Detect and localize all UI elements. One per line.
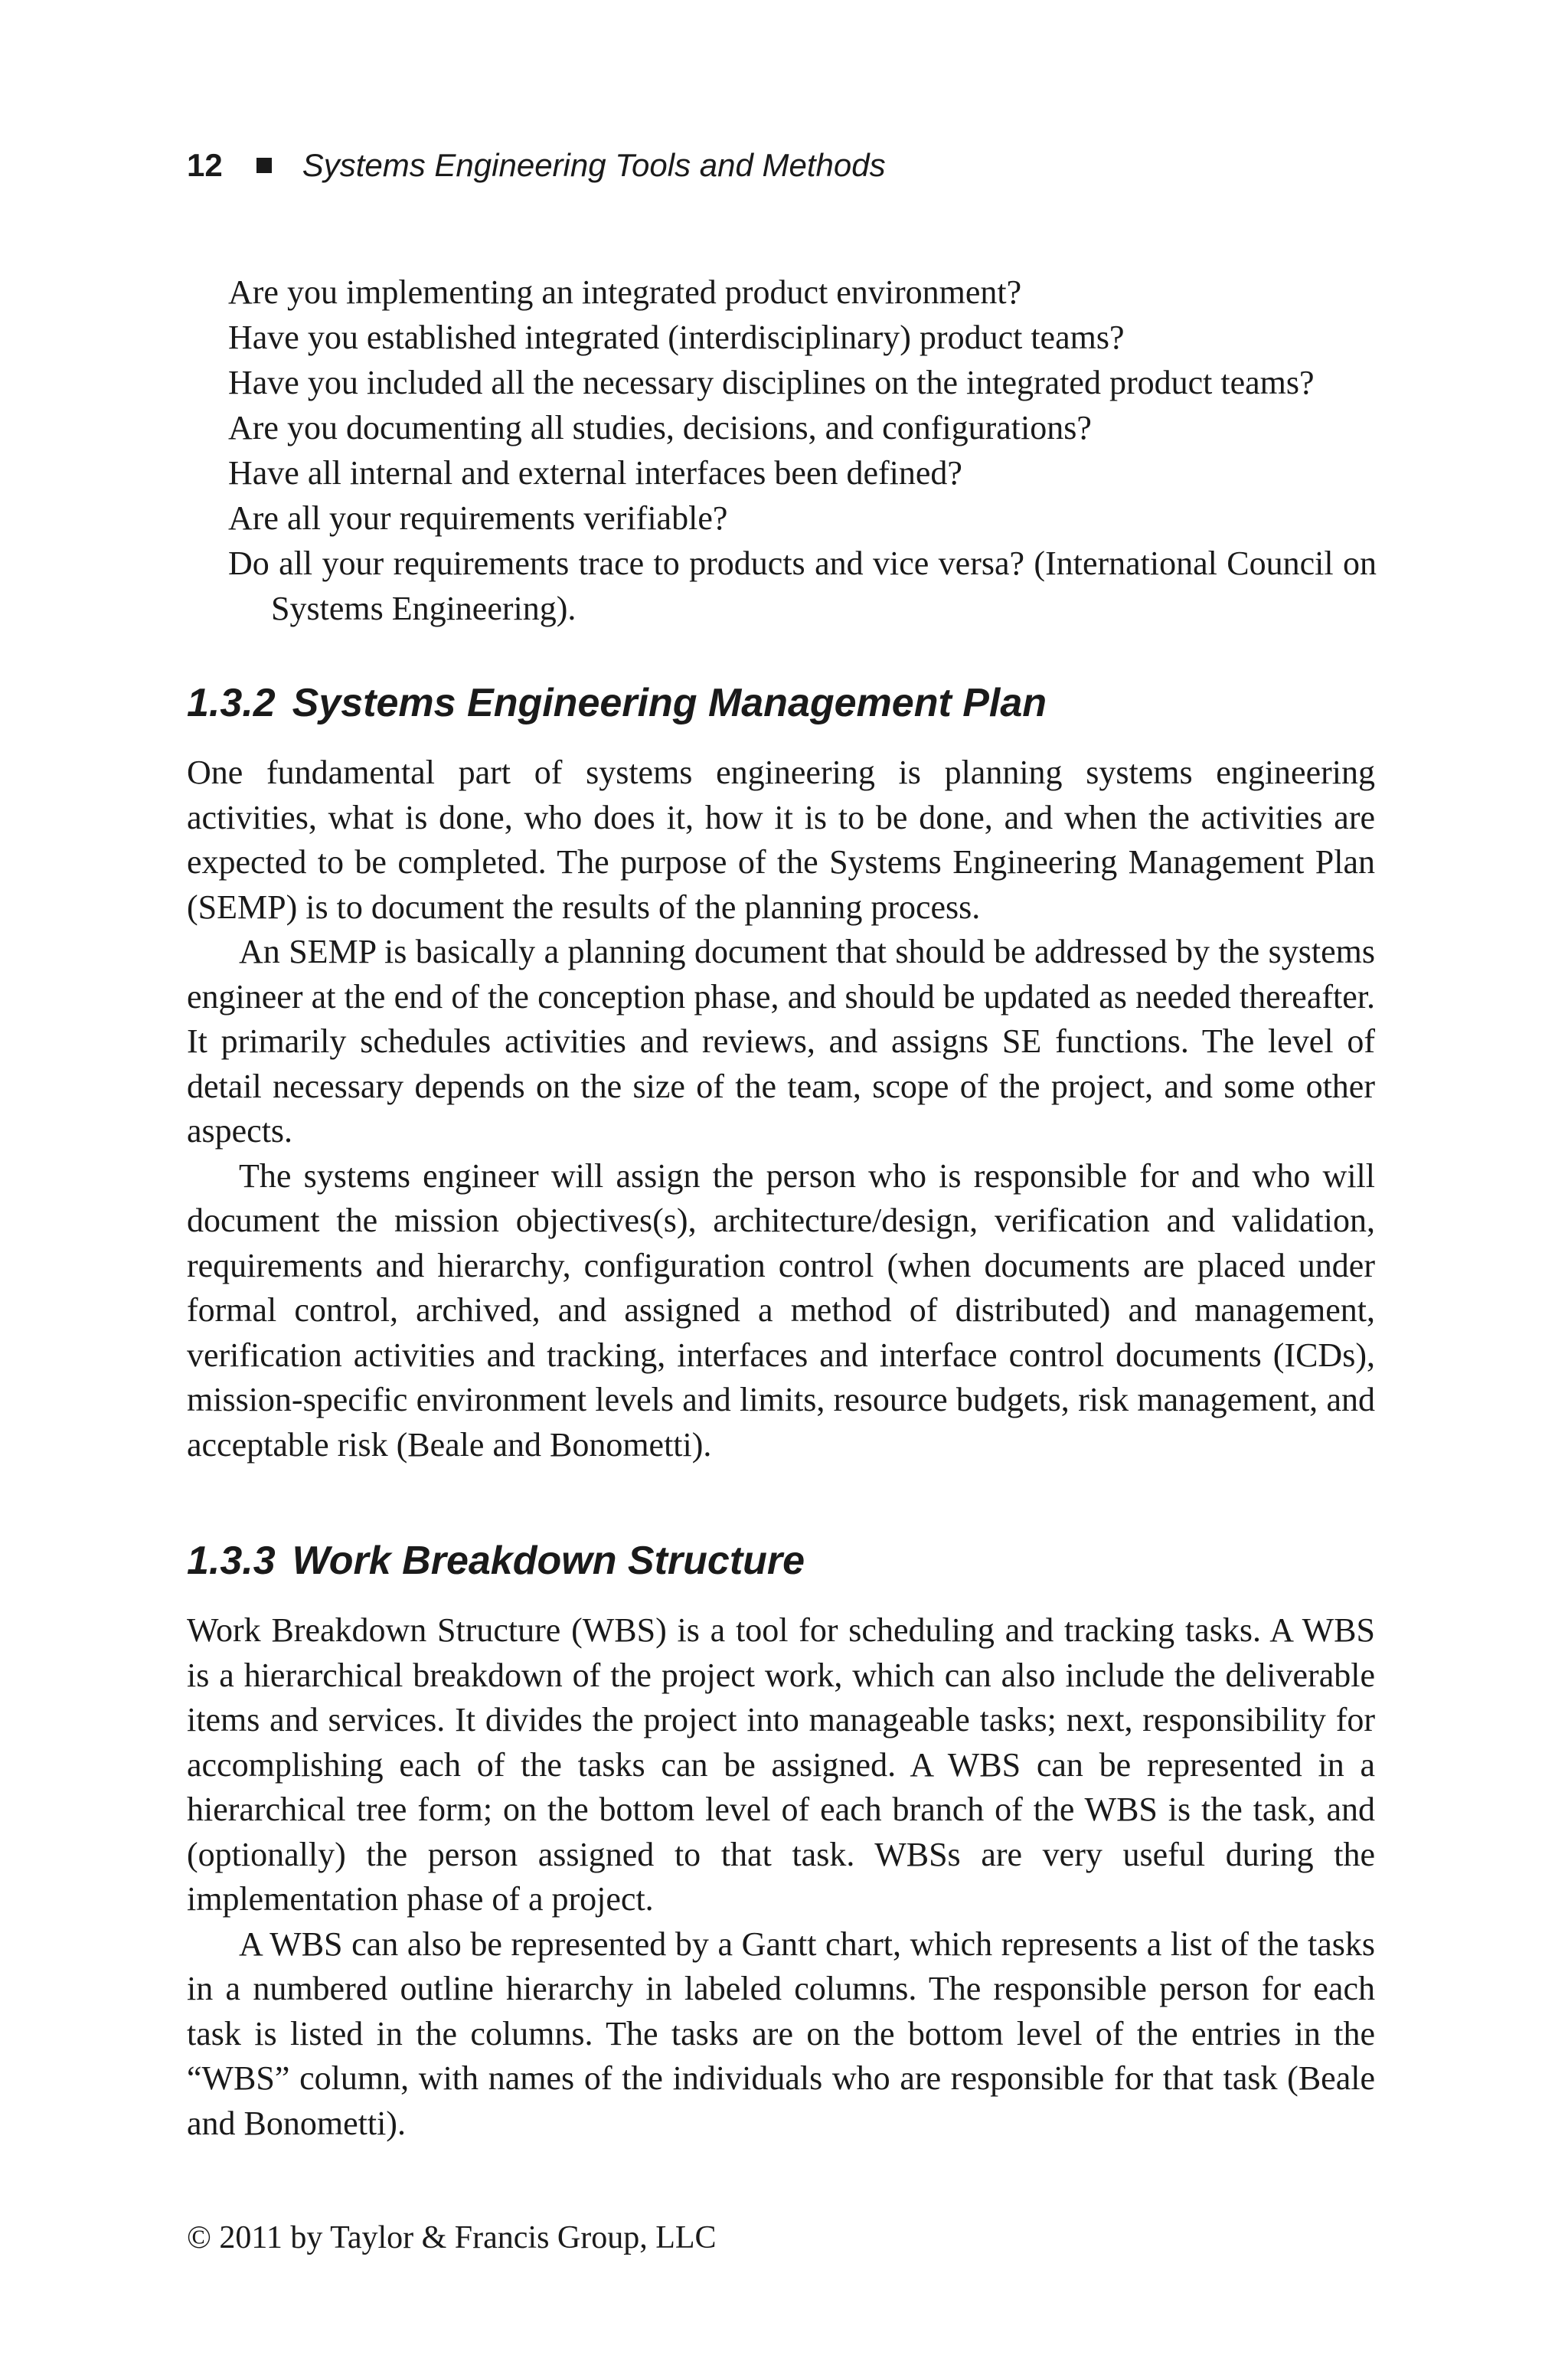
checklist-item: Are all your requirements verifiable? [228, 499, 728, 537]
running-head [187, 142, 886, 188]
checklist-item: Have you included all the necessary disciplines on the integrated product teams? [228, 364, 1315, 401]
question-checklist [228, 270, 1377, 631]
section-heading-1-3-2 [187, 679, 1047, 728]
section-number: 1.3.2 [187, 681, 276, 725]
paragraph: The systems engineer will assign the person who is responsible for and who will document the mission objectives(s), architecture/design, verification and validation, requirements and hierarchy, configuration control (when documents are placed under formal control, archived, and assigned a method of distributed) and management, verification activities and tracking, interfaces and interface control documents (ICDs), mission-specific environment levels and limits, resource budgets, risk management, and acceptable risk (Beale and Bonometti). [187, 1156, 1375, 1464]
checklist-item: Have you established integrated (interdisciplinary) product teams? [228, 319, 1125, 356]
paragraph: Work Breakdown Structure (WBS) is a tool for scheduling and tracking tasks. A WBS is a hierarchical breakdown of the project work, which can also include the deliverable items and services. It divides the project into manageable tasks; next, responsibility for accomplishing each of the tasks can be assigned. A WBS can be represented in a hierarchical tree form; on the bottom level of each branch of the WBS is the task, and (optionally) the person assigned to that task. WBSs are very useful during the implementation phase of a project. [187, 1611, 1375, 1918]
section-body-1-3-2 [187, 751, 1375, 1467]
paragraph: One fundamental part of systems engineering is planning systems engineering activities, what is done, who does it, how it is to be done, and when the activities are expected to be completed. The purpose of the Systems Engineering Management Plan (SEMP) is to document the results of the planning process. [187, 754, 1375, 926]
black-square-icon [256, 158, 272, 173]
paragraph: An SEMP is basically a planning document that should be addressed by the systems engineer at the end of the conception phase, and should be updated as needed thereafter. It primarily schedules activities and reviews, and assigns SE functions. The level of detail necessary depends on the size of the team, scope of the project, and some other aspects. [187, 933, 1375, 1150]
checklist-item: Do all your requirements trace to products and vice versa? (International Council on Systems Engineering). [228, 545, 1377, 627]
checklist-item: Are you documenting all studies, decisions, and configurations? [228, 409, 1092, 446]
checklist-item: Are you implementing an integrated product environment? [228, 273, 1022, 311]
section-title: Work Breakdown Structure [292, 1539, 805, 1583]
book-title: Systems Engineering Tools and Methods [302, 147, 886, 183]
page-number: 12 [187, 147, 223, 183]
section-body-1-3-3 [187, 1608, 1375, 2146]
section-title: Systems Engineering Management Plan [292, 681, 1047, 725]
section-number: 1.3.3 [187, 1539, 276, 1583]
copyright-notice: © 2011 by Taylor & Francis Group, LLC [187, 2220, 717, 2255]
paragraph: A WBS can also be represented by a Gantt chart, which represents a list of the tasks in a numbered outline hierarchy in labeled columns. The responsible person for each task is listed in the columns. The tasks are on the bottom level of the entries in the “WBS” column, with names of the individuals who are responsible for that task (Beale and Bonometti). [187, 1925, 1375, 2142]
section-heading-1-3-3 [187, 1536, 805, 1585]
checklist-item: Have all internal and external interfaces been defined? [228, 454, 962, 492]
